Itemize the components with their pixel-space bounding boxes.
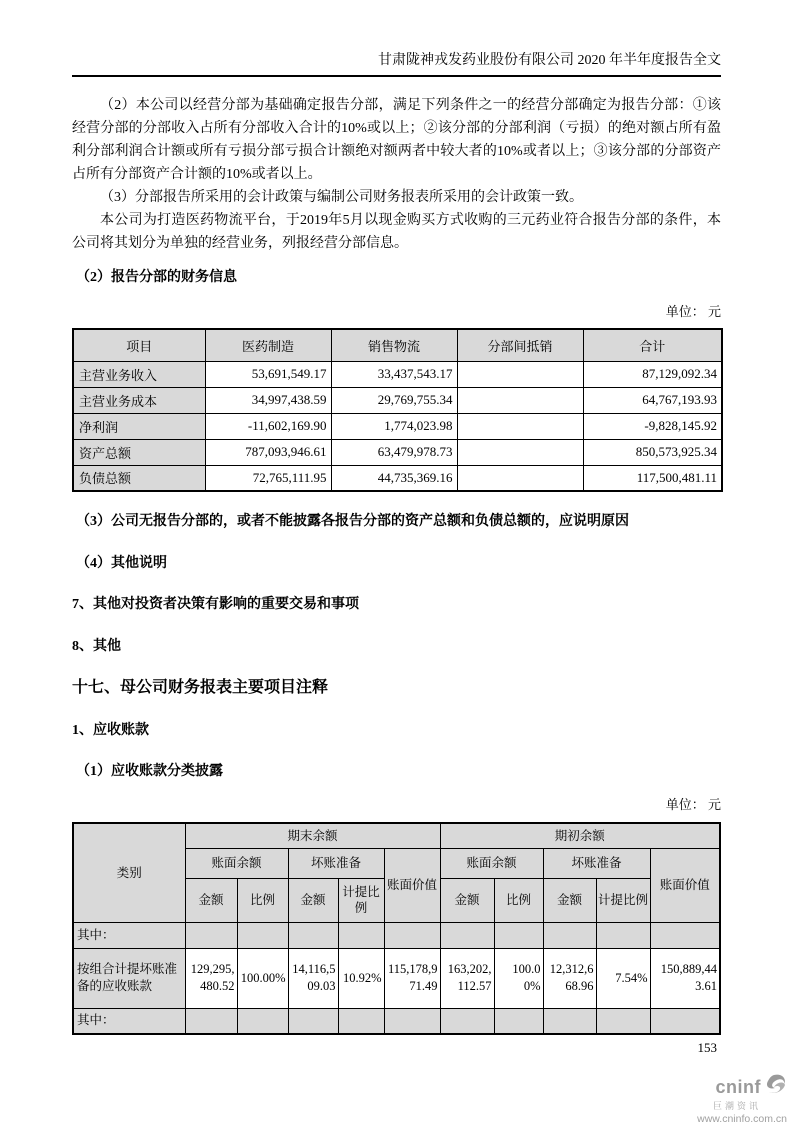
cell-value: [237, 922, 288, 948]
subheader-book-value-end: 账面价值: [384, 848, 440, 922]
cell-value: 163,202,112.57: [440, 948, 494, 1008]
cell-value: [543, 922, 596, 948]
cell-value: 100.00%: [237, 948, 288, 1008]
cell-value: 850,573,925.34: [583, 439, 722, 465]
unit-label-receivables-table: 单位： 元: [665, 797, 721, 812]
subheader-book-balance-end: 账面余额: [185, 848, 288, 878]
leaf-header-amount-baddebt-begin: 金额: [543, 878, 596, 922]
cell-value: 115,178,971.49: [384, 948, 440, 1008]
row-label: 负债总额: [73, 465, 205, 491]
cell-value: [543, 1008, 596, 1034]
table-row: [73, 413, 722, 439]
column-header-logistics: 销售物流: [331, 329, 457, 361]
segment-financial-table: [72, 328, 723, 492]
cell-value: 87,129,092.34: [583, 361, 722, 387]
row-label: 资产总额: [73, 439, 205, 465]
leaf-header-ratio-end: 比例: [237, 878, 288, 922]
subheader-book-balance-begin: 账面余额: [440, 848, 543, 878]
cninfo-swirl-icon: [763, 1074, 787, 1100]
leaf-header-provision-ratio-begin: 计提比例: [596, 878, 650, 922]
leaf-header-provision-ratio-end: 计提比例: [338, 878, 384, 922]
subheader-book-value-begin: 账面价值: [650, 848, 720, 922]
cell-value: -9,828,145.92: [583, 413, 722, 439]
column-header-category: 类别: [73, 823, 185, 922]
table-row: [73, 465, 722, 491]
cell-value: 10.92%: [338, 948, 384, 1008]
group-header-beginning-balance: 期初余额: [440, 823, 720, 848]
receivables-classification-table: [72, 822, 721, 1035]
row-label: 主营业务成本: [73, 387, 205, 413]
cell-value: [650, 922, 720, 948]
heading-section-7: 7、其他对投资者决策有影响的重要交易和事项: [72, 597, 359, 612]
cninfo-chinese-name: 巨潮资讯: [712, 1101, 761, 1111]
subheader-bad-debt-end: 坏账准备: [288, 848, 384, 878]
cell-value: 63,479,978.73: [331, 439, 457, 465]
cell-value: [457, 413, 583, 439]
heading-segment-financial-info: （2）报告分部的财务信息: [76, 270, 237, 285]
cell-value: 150,889,443.61: [650, 948, 720, 1008]
cell-value: [494, 922, 543, 948]
cell-value: 787,093,946.61: [205, 439, 331, 465]
cell-value: [440, 1008, 494, 1034]
cninfo-url: www.cninfo.com.cn: [697, 1113, 787, 1122]
cell-value: [185, 922, 237, 948]
cell-value: [440, 922, 494, 948]
row-label: 其中：: [73, 1008, 185, 1034]
table-row: [73, 361, 722, 387]
cell-value: [494, 1008, 543, 1034]
table-row: [73, 387, 722, 413]
table-row-portfolio-provision: [73, 948, 720, 1008]
cell-value: [596, 1008, 650, 1034]
column-header-item: 项目: [73, 329, 205, 361]
cell-value: [650, 1008, 720, 1034]
table-row-including: [73, 1008, 720, 1034]
cell-value: [288, 1008, 338, 1034]
heading-accounts-receivable: 1、应收账款: [72, 723, 149, 738]
table-header-row: [73, 329, 722, 361]
cninfo-brand-text: cninf: [715, 1077, 761, 1097]
cell-value: [457, 361, 583, 387]
paragraph-segment-criteria: （2）本公司以经营分部为基础确定报告分部，满足下列条件之一的经营分部确定为报告分部：①该经营分部的分部收入占所有分部收入合计的10%或以上；②该分部的分部利润（亏损）的绝对额占所有盈利分部利润合计额或所有亏损分部亏损合计额绝对额两者中较大者的10%或者以上；③该分部的分部资产占所有分部资产合计额的10%或者以上。: [72, 98, 721, 182]
cell-value: [338, 922, 384, 948]
paragraph-logistics-platform: 本公司为打造医药物流平台，于2019年5月以现金购买方式收购的三元药业符合报告分部的条件，本公司将其划分为单独的经营业务，列报经营分部信息。: [72, 213, 721, 251]
cell-value: 64,767,193.93: [583, 387, 722, 413]
cell-value: 1,774,023.98: [331, 413, 457, 439]
cell-value: 34,997,438.59: [205, 387, 331, 413]
cninfo-logo: [697, 1074, 787, 1122]
paragraph-accounting-policy: （3）分部报告所采用的会计政策与编制公司财务报表所采用的会计政策一致。: [100, 190, 583, 205]
cell-value: 129,295,480.52: [185, 948, 237, 1008]
cell-value: 53,691,549.17: [205, 361, 331, 387]
page-header-title: 甘肃陇神戎发药业股份有限公司 2020 年半年度报告全文: [72, 52, 721, 77]
page-number: 153: [697, 1040, 717, 1055]
cell-value: [384, 922, 440, 948]
heading-receivable-classification: （1）应收账款分类披露: [76, 764, 223, 779]
cell-value: [457, 439, 583, 465]
row-label: 净利润: [73, 413, 205, 439]
table-row: [73, 439, 722, 465]
cell-value: 33,437,543.17: [331, 361, 457, 387]
cell-value: [237, 1008, 288, 1034]
cell-value: 117,500,481.11: [583, 465, 722, 491]
cell-value: [384, 1008, 440, 1034]
cell-value: 72,765,111.95: [205, 465, 331, 491]
heading-section-17: 十七、母公司财务报表主要项目注释: [72, 679, 329, 696]
cell-value: -11,602,169.90: [205, 413, 331, 439]
cell-value: [288, 922, 338, 948]
cell-value: 29,769,755.34: [331, 387, 457, 413]
group-header-ending-balance: 期末余额: [185, 823, 440, 848]
heading-no-segment-disclosure: （3）公司无报告分部的，或者不能披露各报告分部的资产总额和负债总额的，应说明原因: [76, 514, 629, 529]
cell-value: [185, 1008, 237, 1034]
cell-value: [457, 465, 583, 491]
cell-value: [596, 922, 650, 948]
cell-value: 14,116,509.03: [288, 948, 338, 1008]
heading-other-notes: （4）其他说明: [76, 556, 167, 571]
leaf-header-amount-end: 金额: [185, 878, 237, 922]
row-label: 主营业务收入: [73, 361, 205, 387]
heading-section-8: 8、其他: [72, 639, 121, 654]
column-header-elimination: 分部间抵销: [457, 329, 583, 361]
leaf-header-ratio-begin: 比例: [494, 878, 543, 922]
cell-value: 44,735,369.16: [331, 465, 457, 491]
row-label: 按组合计提坏账准备的应收账款: [73, 948, 185, 1008]
cell-value: 12,312,668.96: [543, 948, 596, 1008]
row-label: 其中：: [73, 922, 185, 948]
unit-label-segment-table: 单位： 元: [665, 304, 721, 319]
cell-value: 7.54%: [596, 948, 650, 1008]
cell-value: 100.00%: [494, 948, 543, 1008]
table-row-including: [73, 922, 720, 948]
cell-value: [338, 1008, 384, 1034]
column-header-pharma: 医药制造: [205, 329, 331, 361]
leaf-header-amount-begin: 金额: [440, 878, 494, 922]
cell-value: [457, 387, 583, 413]
leaf-header-amount-baddebt-end: 金额: [288, 878, 338, 922]
column-header-total: 合计: [583, 329, 722, 361]
table-header-row-groups: [73, 823, 720, 848]
subheader-bad-debt-begin: 坏账准备: [543, 848, 650, 878]
